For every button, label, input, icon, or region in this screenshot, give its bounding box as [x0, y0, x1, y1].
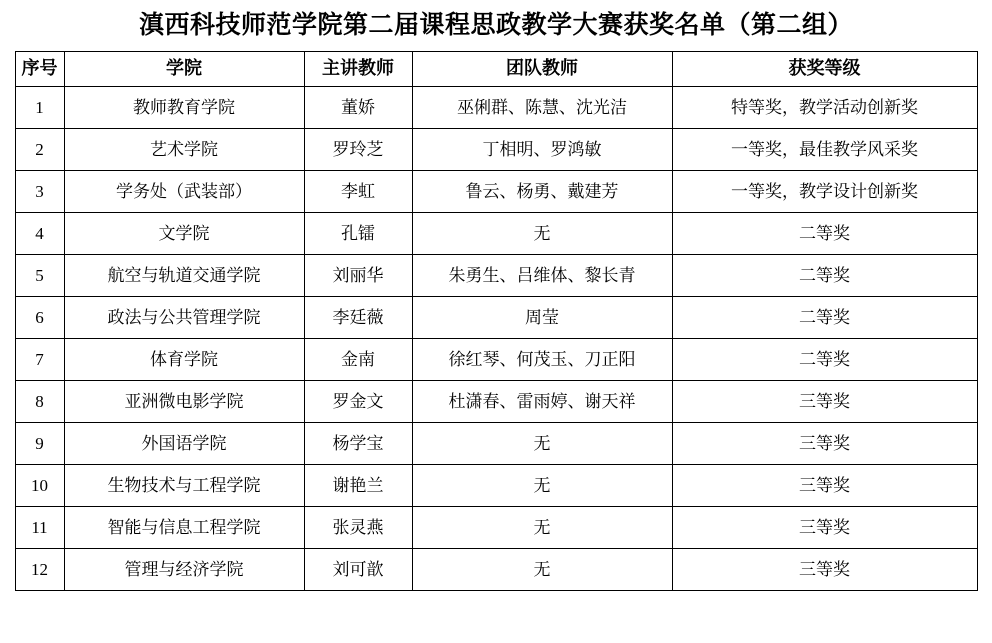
table-row: [15, 171, 977, 213]
cell-award: 二等奖: [672, 297, 977, 339]
cell-award: 三等奖: [672, 423, 977, 465]
cell-lecturer: 谢艳兰: [304, 465, 412, 507]
cell-index: 7: [15, 339, 64, 381]
table-header-row: [15, 52, 977, 87]
column-header-team: 团队教师: [412, 52, 672, 87]
cell-lecturer: 刘丽华: [304, 255, 412, 297]
cell-lecturer: 杨学宝: [304, 423, 412, 465]
column-header-award: 获奖等级: [672, 52, 977, 87]
award-list-table: [15, 51, 978, 591]
cell-index: 8: [15, 381, 64, 423]
cell-award: 一等奖，最佳教学风采奖: [672, 129, 977, 171]
cell-college: 外国语学院: [64, 423, 304, 465]
cell-college: 管理与经济学院: [64, 549, 304, 591]
table-row: [15, 255, 977, 297]
cell-college: 亚洲微电影学院: [64, 381, 304, 423]
cell-index: 12: [15, 549, 64, 591]
column-header-lecturer: 主讲教师: [304, 52, 412, 87]
cell-team: 杜潇春、雷雨婷、谢天祥: [412, 381, 672, 423]
cell-team: 巫俐群、陈慧、沈光洁: [412, 87, 672, 129]
cell-lecturer: 刘可歆: [304, 549, 412, 591]
column-header-index: 序号: [15, 52, 64, 87]
table-row: [15, 423, 977, 465]
cell-award: 特等奖，教学活动创新奖: [672, 87, 977, 129]
table-row: [15, 87, 977, 129]
cell-award: 三等奖: [672, 465, 977, 507]
cell-lecturer: 孔镭: [304, 213, 412, 255]
cell-team: 无: [412, 549, 672, 591]
cell-team: 周莹: [412, 297, 672, 339]
cell-lecturer: 张灵燕: [304, 507, 412, 549]
cell-college: 政法与公共管理学院: [64, 297, 304, 339]
table-row: [15, 213, 977, 255]
cell-team: 徐红琴、何茂玉、刀正阳: [412, 339, 672, 381]
cell-index: 4: [15, 213, 64, 255]
cell-lecturer: 罗金文: [304, 381, 412, 423]
table-row: [15, 465, 977, 507]
cell-college: 生物技术与工程学院: [64, 465, 304, 507]
cell-index: 11: [15, 507, 64, 549]
table-row: [15, 549, 977, 591]
cell-college: 航空与轨道交通学院: [64, 255, 304, 297]
cell-index: 9: [15, 423, 64, 465]
cell-award: 三等奖: [672, 549, 977, 591]
table-row: [15, 381, 977, 423]
cell-award: 二等奖: [672, 339, 977, 381]
cell-index: 6: [15, 297, 64, 339]
cell-college: 教师教育学院: [64, 87, 304, 129]
cell-index: 5: [15, 255, 64, 297]
cell-lecturer: 金南: [304, 339, 412, 381]
cell-index: 2: [15, 129, 64, 171]
cell-team: 丁相明、罗鸿敏: [412, 129, 672, 171]
cell-team: 无: [412, 507, 672, 549]
cell-award: 二等奖: [672, 213, 977, 255]
cell-award: 三等奖: [672, 381, 977, 423]
cell-team: 朱勇生、吕维体、黎长青: [412, 255, 672, 297]
cell-award: 一等奖，教学设计创新奖: [672, 171, 977, 213]
cell-index: 3: [15, 171, 64, 213]
table-row: [15, 297, 977, 339]
cell-team: 无: [412, 213, 672, 255]
cell-index: 10: [15, 465, 64, 507]
cell-college: 艺术学院: [64, 129, 304, 171]
cell-award: 三等奖: [672, 507, 977, 549]
cell-lecturer: 罗玲芝: [304, 129, 412, 171]
cell-college: 智能与信息工程学院: [64, 507, 304, 549]
cell-lecturer: 李虹: [304, 171, 412, 213]
cell-award: 二等奖: [672, 255, 977, 297]
table-row: [15, 507, 977, 549]
cell-lecturer: 李廷薇: [304, 297, 412, 339]
cell-college: 文学院: [64, 213, 304, 255]
column-header-college: 学院: [64, 52, 304, 87]
cell-team: 鲁云、杨勇、戴建芳: [412, 171, 672, 213]
cell-college: 学务处（武装部）: [64, 171, 304, 213]
page-title: 滇西科技师范学院第二届课程思政教学大赛获奖名单（第二组）: [138, 12, 853, 39]
cell-team: 无: [412, 465, 672, 507]
cell-index: 1: [15, 87, 64, 129]
cell-college: 体育学院: [64, 339, 304, 381]
cell-team: 无: [412, 423, 672, 465]
table-row: [15, 129, 977, 171]
table-row: [15, 339, 977, 381]
cell-lecturer: 董娇: [304, 87, 412, 129]
